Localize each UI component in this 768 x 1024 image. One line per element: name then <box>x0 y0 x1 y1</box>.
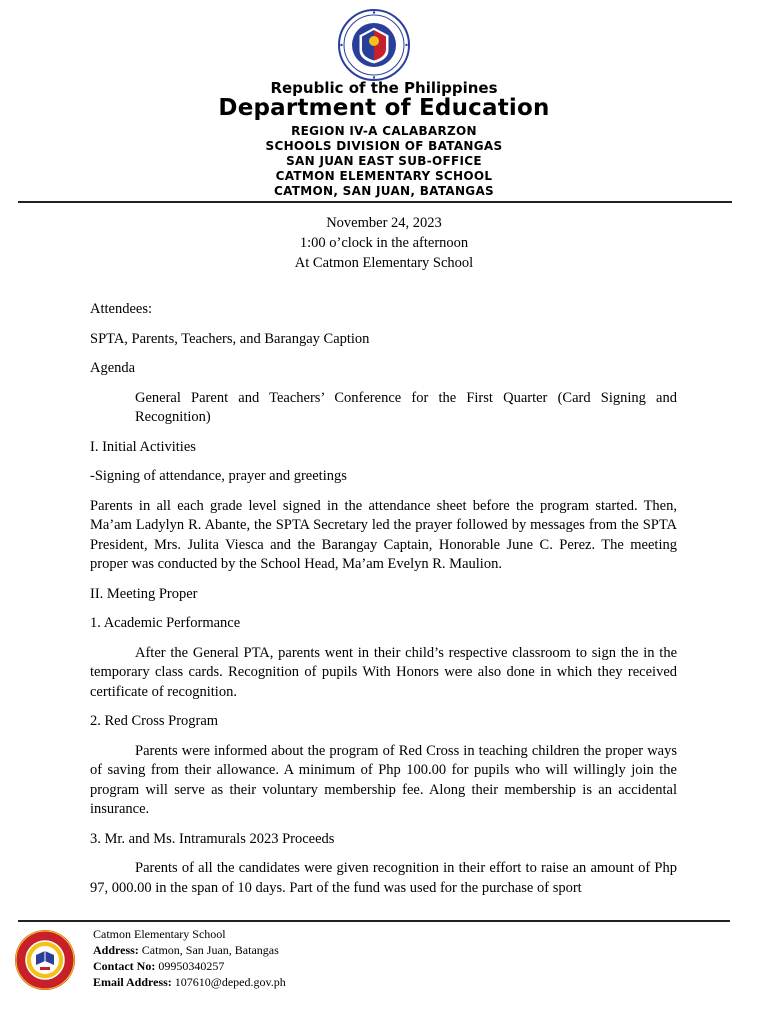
footer-email-row <box>93 974 286 990</box>
item-academic-performance-title: 1. Academic Performance <box>90 615 241 631</box>
footer-divider <box>18 920 730 922</box>
meeting-time: 1:00 o’clock in the afternoon <box>299 235 469 251</box>
footer-contact-row <box>93 958 286 974</box>
header-republic: Republic of the Philippines <box>270 79 498 97</box>
agenda-item: General Parent and Teachers’ Conference for the First Quarter (Card Signing and Recognition) <box>135 389 677 425</box>
header-office-lines <box>0 124 768 199</box>
footer-contact-number: 09950340257 <box>158 959 225 973</box>
footer-contact-label: Contact No: <box>93 959 156 973</box>
attendees-list: SPTA, Parents, Teachers, and Barangay Caption <box>90 330 370 347</box>
item-intramurals-text: Parents of all the candidates were given recognition in their effort to raise an amount of Php 97, 000.00 in the span of 10 days. Part of the fund was used for the purchase of sport <box>90 860 677 896</box>
header-region: REGION IV-A CALABARZON <box>291 124 477 138</box>
header-divider <box>18 201 732 203</box>
attendees-label: Attendees: <box>90 301 153 317</box>
footer-school-name: Catmon Elementary School <box>93 927 226 941</box>
deped-seal-logo <box>337 8 411 82</box>
item-intramurals-title: 3. Mr. and Ms. Intramurals 2023 Proceeds <box>90 830 335 847</box>
school-seal-logo <box>14 929 76 991</box>
item-red-cross-title: 2. Red Cross Program <box>90 713 219 729</box>
section-initial-activities-subtitle: -Signing of attendance, prayer and greetings <box>90 468 347 484</box>
header-department: Department of Education <box>218 95 550 121</box>
meeting-info <box>0 213 768 273</box>
footer-address: Catmon, San Juan, Batangas <box>141 943 279 957</box>
meeting-date: November 24, 2023 <box>326 215 442 231</box>
header-school-address: CATMON, SAN JUAN, BATANGAS <box>274 184 494 198</box>
section-meeting-proper-title: II. Meeting Proper <box>90 585 198 602</box>
header-suboffice: SAN JUAN EAST SUB-OFFICE <box>286 154 482 168</box>
item-red-cross-text: Parents were informed about the program of Red Cross in teaching children the proper ways of saving from their allowance. A minimum of Php 100.00 for pupils who will willingly join the program will serve as their voluntary membership fee. Along their membership is an accidental insurance. <box>90 742 677 817</box>
footer-address-label: Address: <box>93 943 139 957</box>
meeting-venue: At Catmon Elementary School <box>294 255 474 271</box>
agenda-label: Agenda <box>90 360 136 376</box>
item-academic-performance-text: After the General PTA, parents went in their child’s respective classroom to sign the in the temporary class cards. Recognition of pupils With Honors were also done in which they received certificate of recognition. <box>90 644 677 700</box>
footer-email: 107610@deped.gov.ph <box>174 975 286 989</box>
footer-email-label: Email Address: <box>93 975 172 989</box>
section-initial-activities-text: Parents in all each grade level signed in the attendance sheet before the program started. Then, Ma’am Ladylyn R. Abante, the SPTA Secretary led the prayer followed by messages from the SPTA President, Mrs. Julita Viesca and the Barangay Captain, Honorable June C. Perez. The meeting proper was conducted by the School Head, Ma’am Evelyn R. Maulion. <box>90 497 677 572</box>
header-division: SCHOOLS DIVISION OF BATANGAS <box>265 139 503 153</box>
footer-contact <box>93 926 286 990</box>
header-school: CATMON ELEMENTARY SCHOOL <box>275 169 493 183</box>
footer-address-row <box>93 942 286 958</box>
section-initial-activities-title: I. Initial Activities <box>90 438 196 455</box>
minutes-body <box>90 300 677 898</box>
